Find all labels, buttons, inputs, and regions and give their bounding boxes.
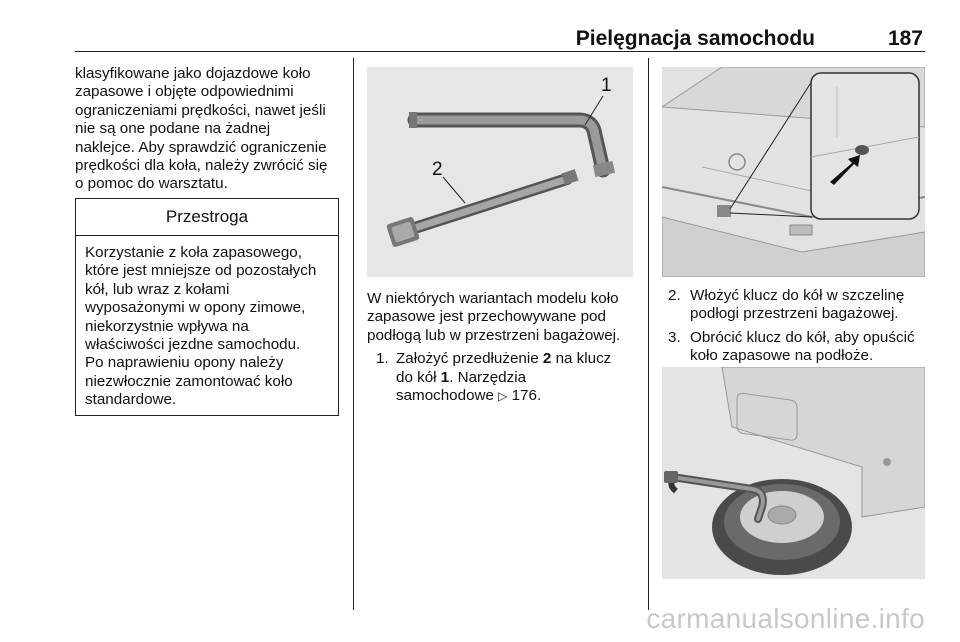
- step-text: podłogi przestrzeni bagażowej.: [690, 305, 899, 323]
- text-line: klasyfikowane jako dojazdowe koło: [75, 65, 311, 82]
- text-line: ograniczeniami prędkości, nawet jeśli: [75, 101, 326, 119]
- warning-heading: Przestroga: [76, 199, 338, 236]
- step-1: [367, 350, 635, 405]
- text-line: nie są one podane na żadnej: [75, 120, 271, 138]
- cargo-floor-drawing: [662, 67, 925, 277]
- text-line: Korzystanie z koła zapasowego,: [85, 244, 302, 261]
- step-text: Założyć przedłużenie: [396, 350, 543, 368]
- steps-list: [668, 287, 930, 371]
- page-header: [75, 24, 925, 50]
- text-line: wyposażonymi w opony zimowe,: [85, 299, 306, 317]
- text-line: kół, lub wraz z kołami: [85, 280, 230, 298]
- bold-callout-ref: 1: [440, 368, 450, 386]
- wrench-drawing: [367, 67, 633, 277]
- text-line: które jest mniejsze od pozostałych: [85, 262, 317, 280]
- step-text: Obrócić klucz do kół, aby opuścić: [690, 328, 915, 346]
- step-text: Włożyć klucz do kół w szczelinę: [690, 287, 905, 304]
- text-line: Po naprawieniu opony należy: [85, 354, 284, 372]
- page-reference-icon[interactable]: ▷: [498, 389, 508, 404]
- step-text: koło zapasowe na podłoże.: [690, 347, 874, 365]
- floor-slot: [717, 205, 731, 217]
- step-number: 1.: [376, 350, 389, 368]
- text-line: naklejce. Aby sprawdzić ograniczenie: [75, 138, 327, 156]
- callout-line-2: [443, 177, 465, 203]
- watermark: carmanualsonline.info: [646, 603, 925, 634]
- text-line: prędkości dla koła, należy zwrócić się: [75, 157, 328, 175]
- page-number: 187: [887, 27, 923, 50]
- page-reference-link[interactable]: 176.: [507, 387, 542, 405]
- wheel-wrench: [415, 120, 603, 170]
- wrench-illustration: [367, 67, 633, 277]
- callout-2: 2: [432, 159, 443, 180]
- step-2: [668, 287, 930, 324]
- text-line: o pomoc do warsztatu.: [75, 175, 228, 193]
- step-text: na klucz: [551, 350, 612, 368]
- step-text: samochodowe: [396, 387, 499, 405]
- wrench-end: [409, 112, 417, 128]
- column-divider: [353, 58, 354, 610]
- step-number: 3.: [668, 328, 681, 346]
- inset-slot: [855, 145, 869, 155]
- step-text: do kół: [396, 368, 441, 386]
- text-line: standardowe.: [85, 391, 177, 409]
- text-line: zapasowe i objęte odpowiednimi: [75, 83, 294, 101]
- text-line: niekorzystnie wpływa na: [85, 317, 249, 335]
- storage-paragraph: [367, 290, 635, 405]
- text-line: zapasowe jest przechowywane pod: [367, 308, 606, 326]
- step-3: [668, 329, 930, 366]
- warning-box: [75, 198, 339, 416]
- intro-paragraph: [75, 65, 340, 194]
- warning-body: [76, 236, 338, 410]
- header-rule: [75, 51, 925, 52]
- text-line: właściwości jezdne samochodu.: [85, 336, 301, 354]
- cargo-floor-illustration: [662, 67, 925, 277]
- page-title: Pielęgnacja samochodu: [575, 27, 815, 50]
- callout-1: 1: [601, 75, 612, 96]
- step-text: . Narzędzia: [449, 368, 527, 386]
- lowering-wheel-illustration: [662, 367, 925, 579]
- column-divider: [648, 58, 649, 610]
- text-line: niezwłocznie zamontować koło: [85, 372, 293, 390]
- text-line: W niektórych wariantach modelu koło: [367, 290, 619, 307]
- step-number: 2.: [668, 287, 681, 304]
- bold-callout-ref: 2: [542, 350, 552, 368]
- text-line: podłogą lub w przestrzeni bagażowej.: [367, 326, 621, 344]
- lowering-wheel-drawing: [662, 367, 925, 579]
